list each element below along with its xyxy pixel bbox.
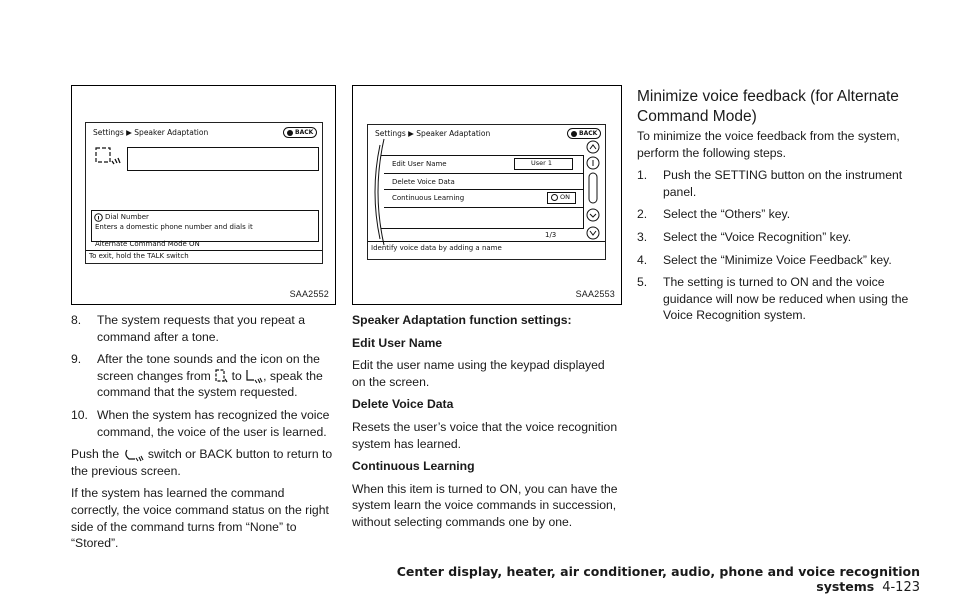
figure2-back-button <box>567 128 601 139</box>
edit-user-name-heading: Edit User Name <box>352 335 443 350</box>
on-circle-icon <box>551 194 558 201</box>
middle-column-text <box>352 312 620 537</box>
step-4-text: Select the “Minimize Voice Feedback” key. <box>663 252 892 267</box>
speaker-adaptation-heading: Speaker Adaptation function settings: <box>352 313 572 327</box>
figure-saa2552 <box>71 85 336 305</box>
footer-section-title: Center display, heater, air conditioner, audio, phone and voice recognition systems <box>396 564 920 594</box>
figure2-code: SAA2553 <box>575 289 615 299</box>
delete-voice-data-text: Resets the user’s voice that the voice recognition system has learned. <box>352 419 618 451</box>
step-5-text: The setting is turned to ON and the voice guidance will now be reduced when using the Voice Recognition system. <box>663 275 909 323</box>
figure1-code: SAA2552 <box>289 289 329 299</box>
figure1-divider <box>86 250 322 251</box>
back-dot-icon <box>571 131 577 137</box>
push-text-a: Push the <box>71 447 120 462</box>
step-5 <box>637 274 912 324</box>
figure1-back-label: BACK <box>295 129 314 136</box>
step-3 <box>637 229 912 246</box>
page-footer <box>360 564 920 595</box>
row-divider <box>384 189 583 190</box>
voice-prompt-icon <box>214 369 228 384</box>
learned-paragraph: If the system has learned the command correctly, the voice command status on the right side of the command turns from “None” to “Stored”. <box>71 486 329 551</box>
continuous-learning-text: When this item is turned to ON, you can have the system learn the voice commands in succession, without selecting commands one by one. <box>352 481 618 529</box>
row-divider <box>384 173 583 174</box>
step-2-num: 2. <box>637 207 648 222</box>
info-circle-icon <box>94 213 103 222</box>
step-8-num: 8. <box>71 313 82 327</box>
step-9 <box>71 351 336 401</box>
push-talk-paragraph <box>71 446 336 479</box>
figure2-row2-label: Delete Voice Data <box>392 178 455 186</box>
continuous-learning-heading: Continuous Learning <box>352 459 475 474</box>
figure2-screen-title: Settings ▶ Speaker Adaptation <box>375 129 491 138</box>
figure2-row1-label: Edit User Name <box>392 160 447 168</box>
step-8 <box>71 312 336 345</box>
figure1-bottom-line: To exit, hold the TALK switch <box>89 252 189 260</box>
step-8-text: The system requests that you repeat a command after a tone. <box>97 313 305 344</box>
back-dot-icon <box>287 130 293 136</box>
footer-page-number: 4-123 <box>882 580 920 595</box>
voice-speaking-icon <box>245 369 263 384</box>
figure1-back-button <box>283 127 317 138</box>
figure2-row3-value-text: ON <box>560 193 570 201</box>
figure2-screen <box>367 124 606 260</box>
step-3-num: 3. <box>637 229 648 244</box>
left-column-text <box>71 312 336 558</box>
step-10-num: 10. <box>71 407 88 422</box>
figure1-input-box <box>127 147 319 171</box>
step-9-num: 9. <box>71 352 82 367</box>
delete-voice-data-heading: Delete Voice Data <box>352 397 454 412</box>
figure1-screen <box>85 122 323 264</box>
edit-user-name-text: Edit the user name using the keypad displayed on the screen. <box>352 358 605 389</box>
figure2-row3-label: Continuous Learning <box>392 194 465 202</box>
step-9-text-c: , speak the command that the system requested. <box>97 368 323 400</box>
figure2-back-label: BACK <box>579 130 598 137</box>
step-10-text: When the system has recognized the voice command, the voice of the user is learned. <box>97 407 330 439</box>
figure1-item-line1: Dial Number <box>105 213 149 221</box>
figure1-item-line3: Alternate Command Mode ON <box>95 240 200 248</box>
step-1-text: Push the SETTING button on the instrument panel. <box>663 168 903 199</box>
step-4-num: 4. <box>637 252 648 267</box>
figure1-item-line2: Enters a domestic phone number and dials it <box>95 223 253 231</box>
figure2-row1-value: User 1 <box>531 159 553 167</box>
step-10 <box>71 407 336 440</box>
figure-saa2553 <box>352 85 622 305</box>
row-divider <box>384 207 583 208</box>
list-curve-decoration <box>370 137 386 247</box>
step-1 <box>637 167 912 200</box>
minimize-voice-feedback-heading: Minimize voice feedback (for Alternate Command Mode) <box>637 88 899 125</box>
voice-prompt-icon <box>94 145 122 171</box>
step-5-num: 5. <box>637 275 648 290</box>
scroll-controls-icon <box>583 139 603 243</box>
figure2-page-indicator: 1/3 <box>545 231 557 239</box>
figure2-divider <box>368 241 605 242</box>
right-column-text <box>637 128 912 330</box>
figure2-row3-value <box>551 193 570 201</box>
push-text-b: switch or BACK button to return to the previous screen. <box>71 447 333 478</box>
step-4 <box>637 252 912 269</box>
figure2-bottom-line: Identify voice data by adding a name <box>371 244 502 252</box>
minimize-intro: To minimize the voice feedback from the system, perform the following steps. <box>637 129 900 160</box>
step-9-text-a: After the tone sounds and the icon on the screen changes from <box>97 352 320 383</box>
step-9-text-b: to <box>231 368 242 383</box>
figure1-screen-title: Settings ▶ Speaker Adaptation <box>93 128 209 137</box>
step-3-text: Select the “Voice Recognition” key. <box>663 229 852 244</box>
step-2 <box>637 206 912 223</box>
step-2-text: Select the “Others” key. <box>663 207 791 222</box>
talk-switch-icon <box>123 448 145 462</box>
step-1-num: 1. <box>637 168 648 183</box>
